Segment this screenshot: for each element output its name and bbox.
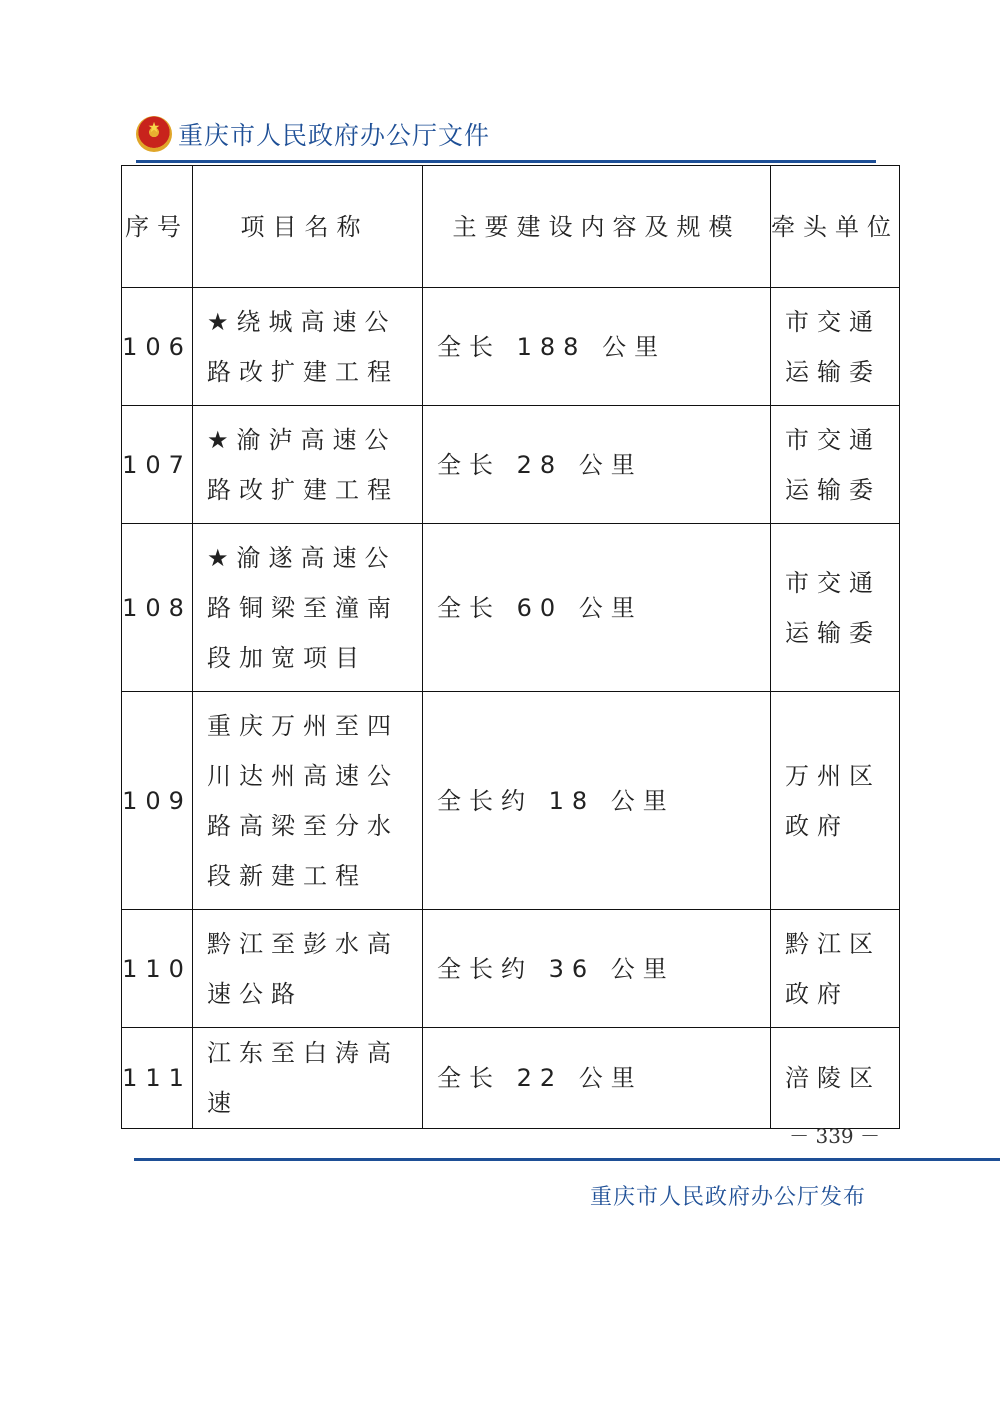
header-seq: 序号 bbox=[122, 166, 193, 288]
row-scope: 全长 188 公里 bbox=[423, 288, 771, 406]
table-row bbox=[122, 288, 900, 406]
header-title: 重庆市人民政府办公厅文件 bbox=[178, 121, 491, 150]
row-scope: 全长 60 公里 bbox=[423, 524, 771, 692]
row-scope: 全长约 18 公里 bbox=[423, 692, 771, 910]
row-scope: 全长约 36 公里 bbox=[423, 910, 771, 1028]
row-name: ★绕城高速公路改扩建工程 bbox=[193, 288, 423, 406]
page-number: － 339 － bbox=[789, 1124, 880, 1148]
table-row bbox=[122, 692, 900, 910]
row-seq: 111 bbox=[122, 1028, 193, 1129]
row-lead: 市交通运输委 bbox=[771, 406, 900, 524]
footer-publisher: 重庆市人民政府办公厅发布 bbox=[589, 1185, 866, 1210]
row-scope: 全长 22 公里 bbox=[423, 1028, 771, 1129]
table-row bbox=[122, 1028, 900, 1129]
table-row bbox=[122, 406, 900, 524]
national-emblem-icon bbox=[136, 116, 172, 152]
header-scope: 主要建设内容及规模 bbox=[423, 166, 771, 288]
table-row bbox=[122, 910, 900, 1028]
row-lead: 市交通运输委 bbox=[771, 524, 900, 692]
row-lead: 万州区政府 bbox=[771, 692, 900, 910]
row-lead: 黔江区政府 bbox=[771, 910, 900, 1028]
table-row bbox=[122, 524, 900, 692]
row-seq: 109 bbox=[122, 692, 193, 910]
row-name: 黔江至彭水高速公路 bbox=[193, 910, 423, 1028]
row-seq: 108 bbox=[122, 524, 193, 692]
row-name: 江东至白涛高速 bbox=[193, 1028, 423, 1129]
table-header-row bbox=[122, 166, 900, 288]
row-seq: 107 bbox=[122, 406, 193, 524]
header-name: 项目名称 bbox=[193, 166, 423, 288]
row-scope: 全长 28 公里 bbox=[423, 406, 771, 524]
document-header bbox=[136, 112, 490, 156]
row-seq: 106 bbox=[122, 288, 193, 406]
row-lead: 市交通运输委 bbox=[771, 288, 900, 406]
footer-divider bbox=[134, 1158, 1000, 1161]
header-lead: 牵头单位 bbox=[771, 166, 900, 288]
header-divider bbox=[136, 160, 876, 163]
row-name: ★渝遂高速公路铜梁至潼南段加宽项目 bbox=[193, 524, 423, 692]
row-seq: 110 bbox=[122, 910, 193, 1028]
row-name: 重庆万州至四川达州高速公路高梁至分水段新建工程 bbox=[193, 692, 423, 910]
row-lead: 涪陵区 bbox=[771, 1028, 900, 1129]
projects-table bbox=[121, 165, 900, 1129]
row-name: ★渝泸高速公路改扩建工程 bbox=[193, 406, 423, 524]
